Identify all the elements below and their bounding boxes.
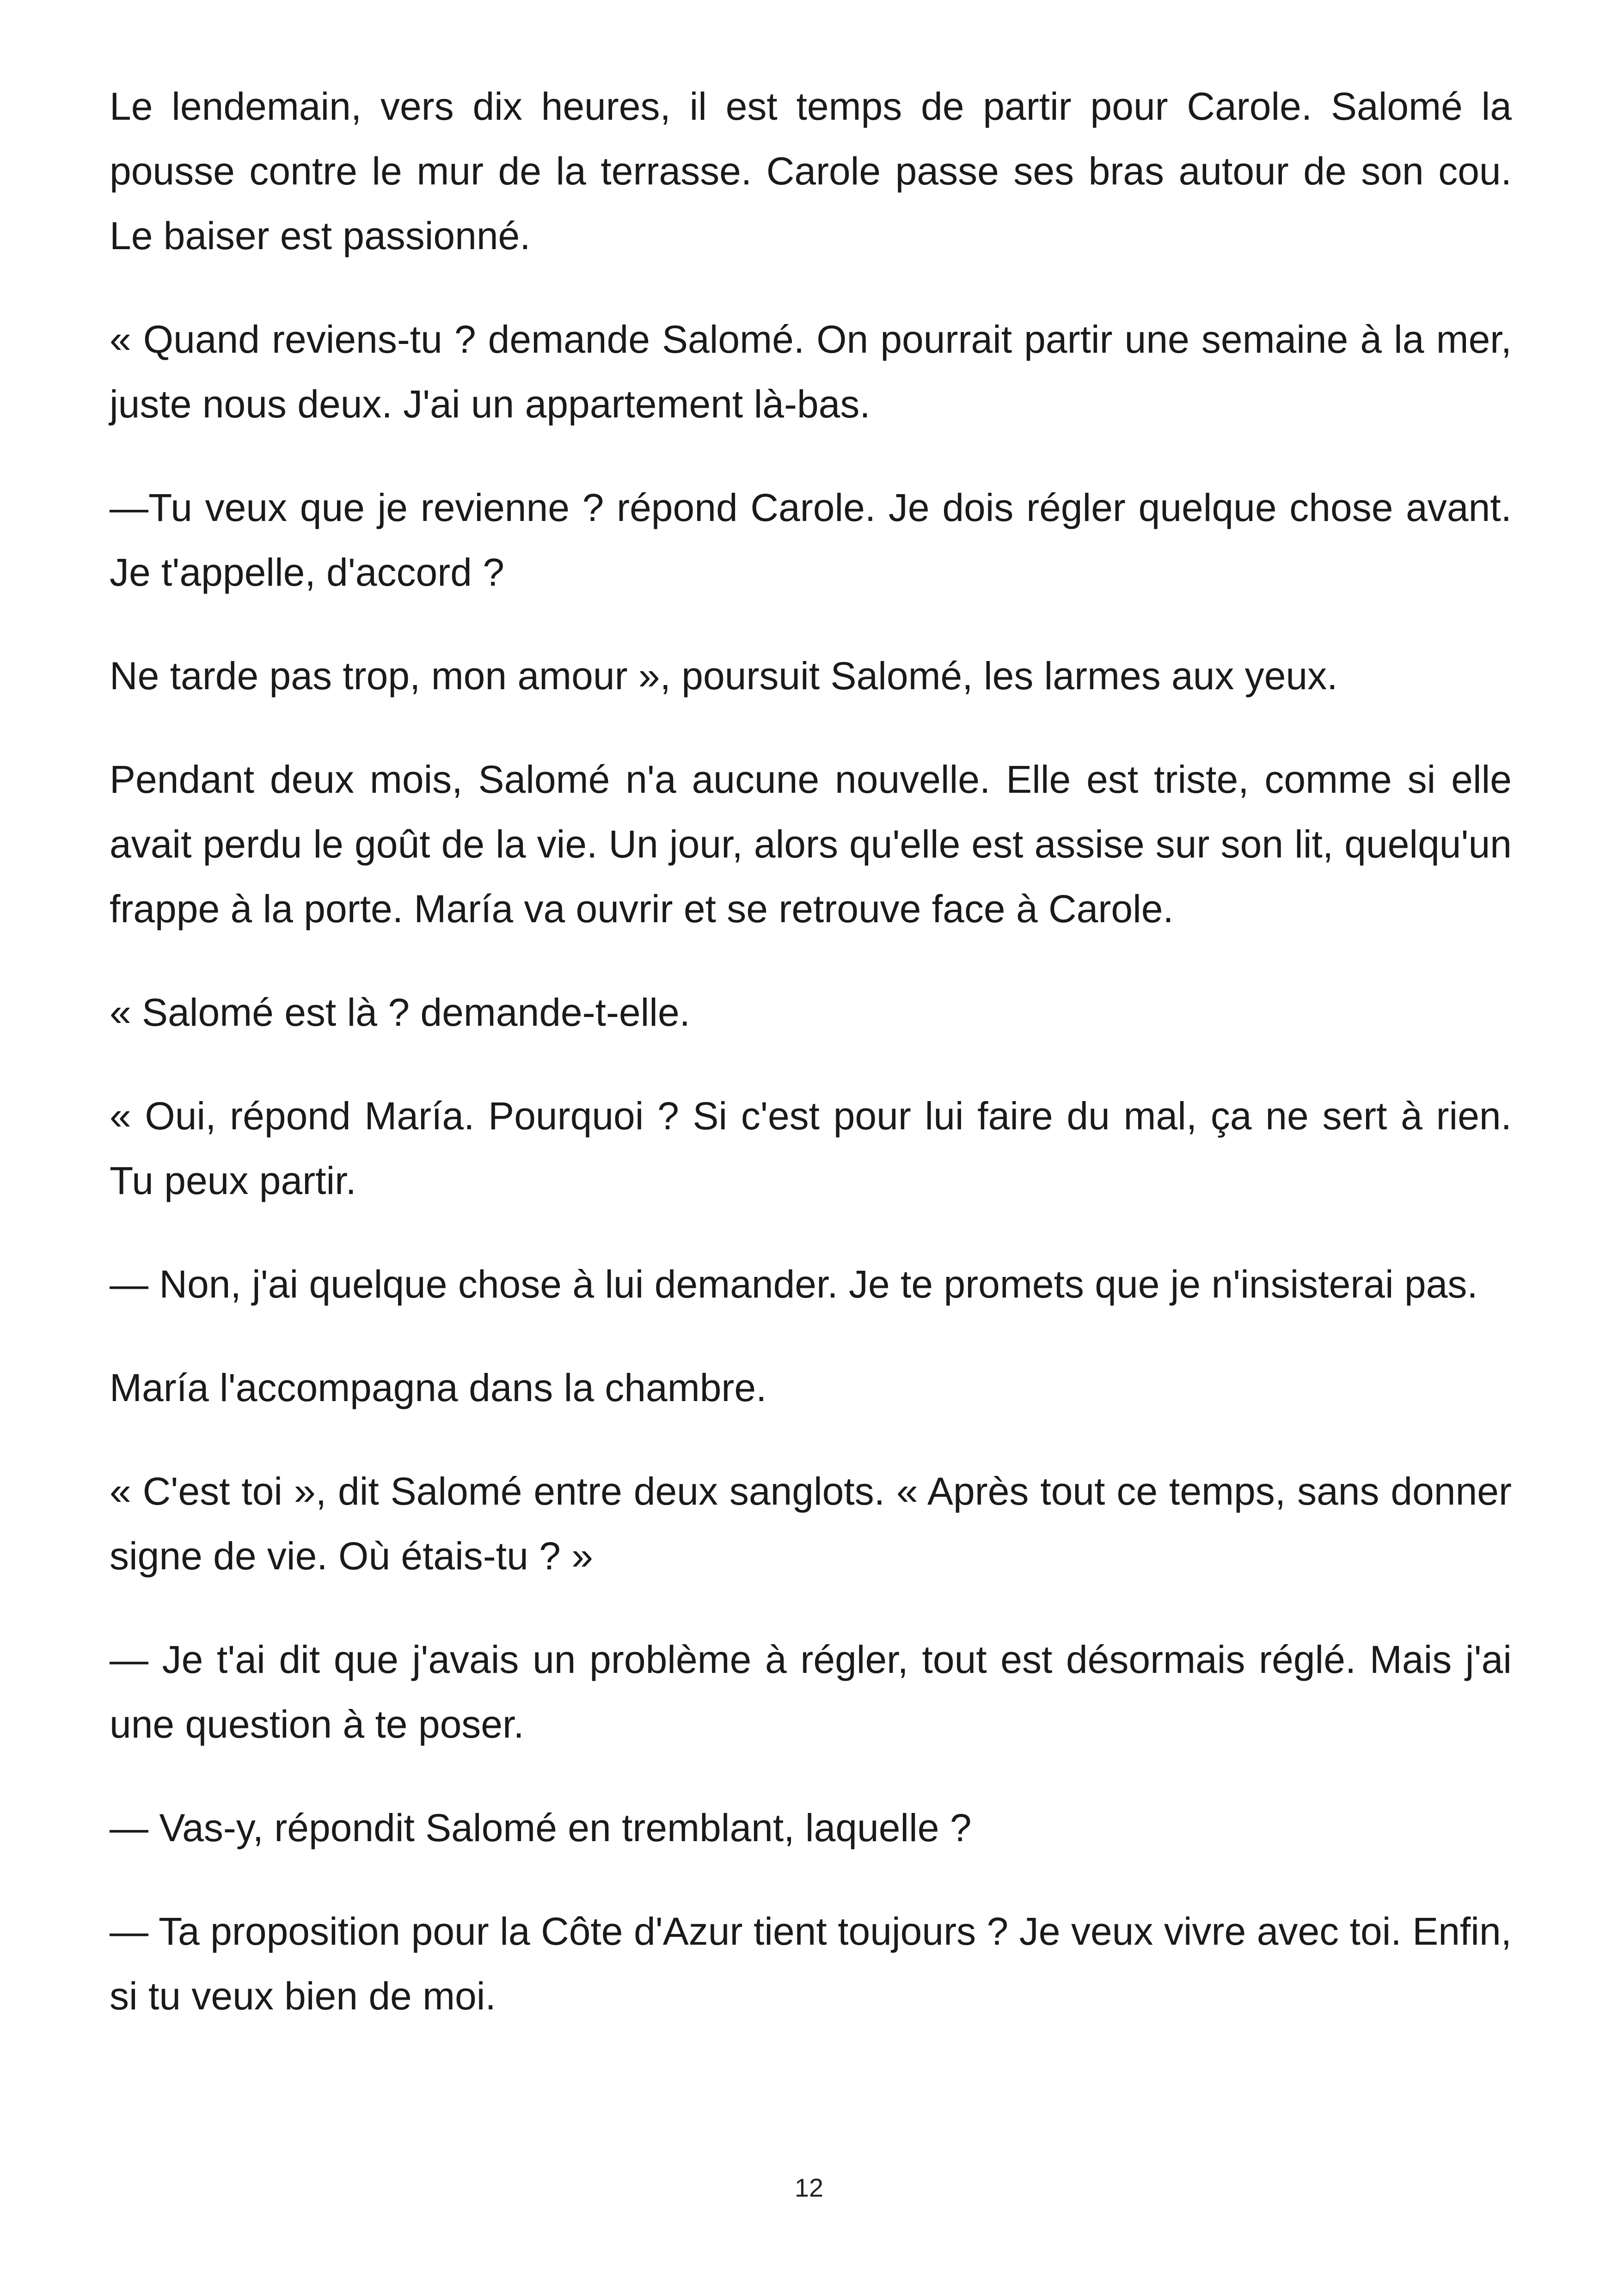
- paragraph: « Oui, répond María. Pourquoi ? Si c'est pour lui faire du mal, ça ne sert à rien. Tu peux partir.: [110, 1094, 1512, 1202]
- paragraph: « Quand reviens-tu ? demande Salomé. On pourrait partir une semaine à la mer, juste nous deux. J'ai un appartement là-bas.: [110, 318, 1512, 426]
- paragraph: « C'est toi », dit Salomé entre deux sanglots. « Après tout ce temps, sans donner signe de vie. Où étais-tu ? »: [110, 1469, 1512, 1578]
- body-text: [110, 74, 1512, 2067]
- paragraph: — Vas-y, répondit Salomé en tremblant, laquelle ?: [110, 1806, 972, 1849]
- paragraph: —Tu veux que je revienne ? répond Carole. Je dois régler quelque chose avant. Je t'appelle, d'accord ?: [110, 486, 1512, 594]
- paragraph: — Ta proposition pour la Côte d'Azur tient toujours ? Je veux vivre avec toi. Enfin, si tu veux bien de moi.: [110, 1910, 1512, 2018]
- paragraph: Le lendemain, vers dix heures, il est temps de partir pour Carole. Salomé la pousse contre le mur de la terrasse. Carole passe ses bras autour de son cou. Le baiser est passionné.: [110, 85, 1512, 257]
- paragraph: — Non, j'ai quelque chose à lui demander. Je te promets que je n'insisterai pas.: [110, 1262, 1478, 1306]
- paragraph: María l'accompagna dans la chambre.: [110, 1366, 767, 1409]
- paragraph: Ne tarde pas trop, mon amour », poursuit Salomé, les larmes aux yeux.: [110, 654, 1338, 698]
- paragraph: Pendant deux mois, Salomé n'a aucune nouvelle. Elle est triste, comme si elle avait perdu le goût de la vie. Un jour, alors qu'elle est assise sur son lit, quelqu'un frappe à la porte. María va ouvrir et se retrouve face à Carole.: [110, 758, 1512, 931]
- paragraph: « Salomé est là ? demande-t-elle.: [110, 991, 691, 1034]
- page-number: 12: [794, 2173, 824, 2202]
- paragraph: — Je t'ai dit que j'avais un problème à régler, tout est désormais réglé. Mais j'ai une question à te poser.: [110, 1638, 1512, 1746]
